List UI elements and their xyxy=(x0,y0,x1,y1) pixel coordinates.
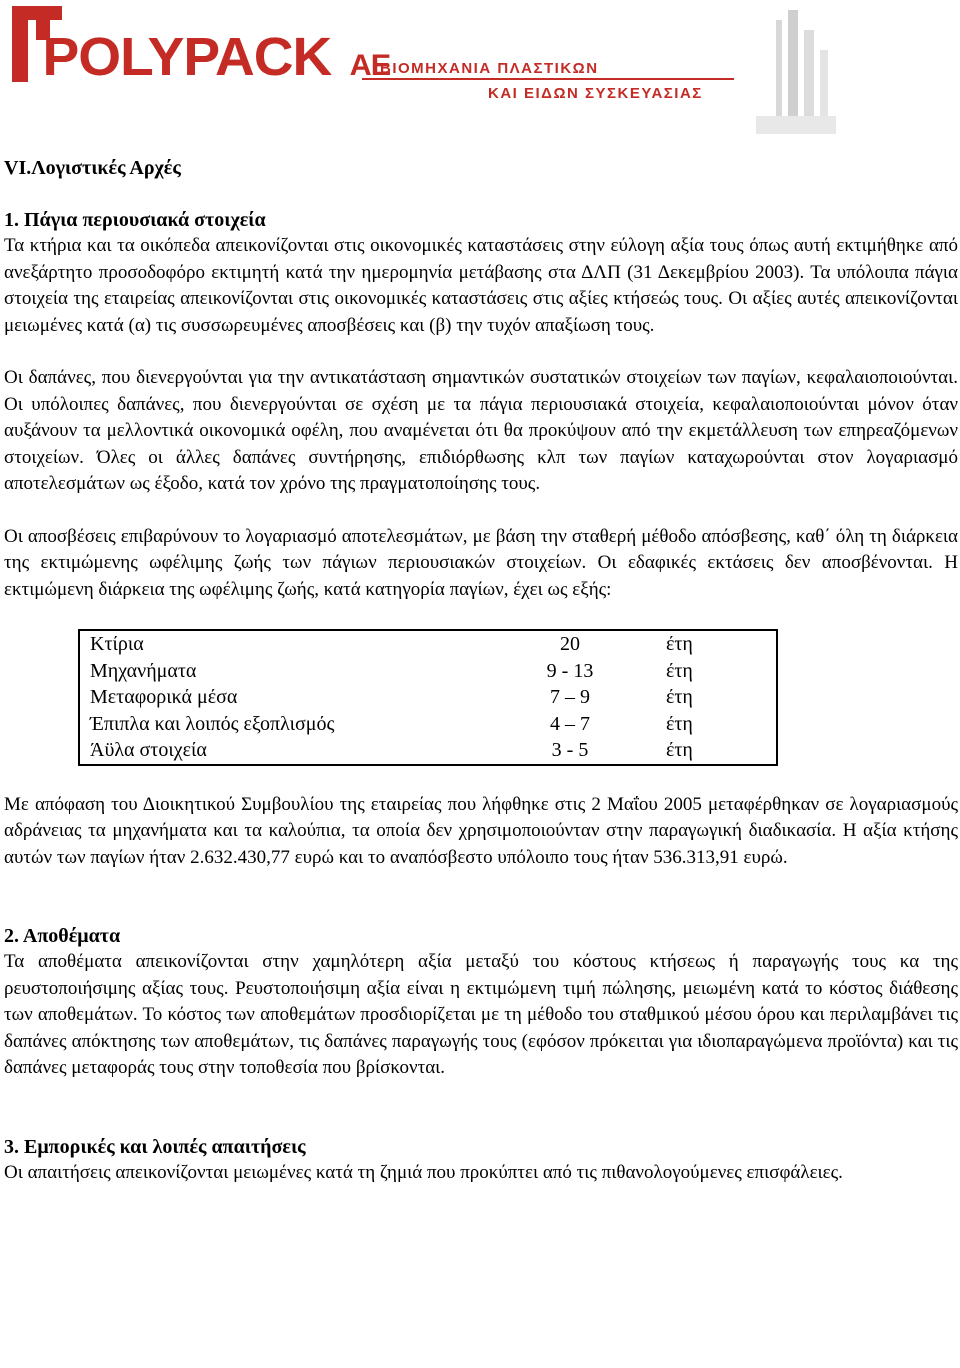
useful-life-years: 20 xyxy=(560,633,580,655)
paragraph: Οι αποσβέσεις επιβαρύνουν το λογαριασμό αποτελεσμάτων, με βάση την σταθερή μέθοδο απόσβεσης, καθ΄ όλη τη διάρκεια της εκτιμώμενης ωφέλιμης ζωής των πάγιων περιουσιακών στοιχείων. Οι εδαφικές εκτάσεις δεν αποσβένονται. Η εκτιμώμενη διάρκεια της ωφέλιμης ζωής, κατά κατηγορία παγίων, έχει ως εξής: xyxy=(4,525,958,600)
section-title: VI.Λογιστικές Αρχές xyxy=(4,157,181,179)
subsection-title-inventories: 2. Αποθέματα xyxy=(4,925,121,947)
years-unit: έτη xyxy=(666,686,693,708)
table-row xyxy=(79,711,777,738)
years-unit: έτη xyxy=(666,633,693,655)
paragraph: Οι απαιτήσεις απεικονίζονται μειωμένες κατά τη ζημιά που προκύπτει από τις πιθανολογούμενες επισφάλειες. xyxy=(4,1161,843,1183)
years-unit: έτη xyxy=(666,659,693,682)
asset-category: Κτίρια xyxy=(90,633,144,655)
asset-category: Μηχανήματα xyxy=(90,659,197,682)
years-unit: έτη xyxy=(666,739,693,761)
asset-category: Μεταφορικά μέσα xyxy=(90,686,238,708)
table-row xyxy=(79,684,777,711)
paragraph: Οι δαπάνες, που διενεργούνται για την αντικατάσταση σημαντικών συστατικών στοιχείων των παγίων, κεφαλαιοποιούνται. Οι υπόλοιπες δαπάνες, που διενεργούνται σε σχέση με τα πάγια περιουσιακά στοιχεία, κεφαλαιοποιούνται μόνον όταν αυξάνουν τα μελλοντικά οικονομικά οφέλη, που αναμένεται ότι θα προκύψουν από την εκμετάλλευση των επηρεαζόμενων στοιχείων. Όλες οι άλλες δαπάνες συντήρησης, επιδιόρθωσης κλπ των παγίων καταχωρούνται στον λογαριασμό αποτελεσμάτων ως έξοδο, κατά τον χρόνο της πραγματοποίησης τους. xyxy=(4,367,958,494)
table-row xyxy=(79,630,777,658)
useful-life-years: 3 - 5 xyxy=(551,739,589,761)
asset-category: Άϋλα στοιχεία xyxy=(90,739,207,761)
table-row xyxy=(79,737,777,765)
document-body xyxy=(4,155,958,1186)
asset-category: Έπιπλα και λοιπός εξοπλισμός xyxy=(90,712,335,735)
paragraph: Με απόφαση του Διοικητικού Συμβουλίου της εταιρείας που λήφθηκε στις 2 Μαΐου 2005 μεταφέρθηκαν σε λογαριασμούς αδράνειας τα μηχανήματα και τα καλούπια, τα οποία δεν χρησιμοποιούνταν στην παραγωγική διαδικασία. Η αξία κτήσης αυτών των παγίων ήταν 2.632.430,77 ευρώ και το αναπόσβεστο υπόλοιπο τους ήταν 536.313,91 ευρώ. xyxy=(4,793,958,868)
subsection-title-receivables: 3. Εμπορικές και λοιπές απαιτήσεις xyxy=(4,1135,306,1158)
useful-life-years: 9 - 13 xyxy=(546,659,594,682)
paragraph: Τα κτήρια και τα οικόπεδα απεικονίζονται στις οικονομικές καταστάσεις στην εύλογη αξία τους όπως αυτή εκτιμήθηκε από ανεξάρτητο προσοδοφόρο εκτιμητή κατά την ημερομηνία μετάβασης στα ΔΛΠ (31 Δεκεμβρίου 2003). Τα υπόλοιπα πάγια στοιχεία της εταιρείας απεικονίζονται στις οικονομικές καταστάσεις στις αξίες κτήσεώς τους. Οι αξίες αυτές απεικονίζονται μειωμένες κατά (α) τις συσσωρευμένες αποσβέσεις και (β) την τυχόν απαξίωση τους. xyxy=(4,235,958,336)
years-unit: έτη xyxy=(666,712,693,735)
useful-life-years: 4 – 7 xyxy=(550,712,590,735)
paragraph: Τα αποθέματα απεικονίζονται στην χαμηλότερη αξία μεταξύ του κόστους κτήσεως ή παραγωγής τους κα της ρευστοποιήσιμης αξίας τους. Ρευστοποιήσιμη αξία είναι η εκτιμώμενη τιμή πώλησης, μειωμένη κατά το κόστος διάθεσης των αποθεμάτων. Το κόστος των αποθεμάτων προσδιορίζεται με τη μέθοδο του σταθμικού μέσου όρου και περιλαμβάνει τις δαπάνες απόκτησης των αποθεμάτων, τις δαπάνες παραγωγής τους (εφόσον πρόκειται για ιδιοπαραγώμενα προϊόντα) και τις δαπάνες μεταφοράς τους στην τοποθεσία που βρίσκονται. xyxy=(4,951,958,1078)
table-row xyxy=(79,658,777,685)
logo-tagline-line2: ΚΑΙ ΕΙΔΩΝ ΣΥΣΚΕΥΑΣΙΑΣ xyxy=(488,85,703,102)
company-header xyxy=(0,0,960,140)
logo-brand: POLYPACK ΑΕ xyxy=(42,27,391,87)
logo-tagline-line1: ΒΙΟΜΗΧΑΝΙΑ ΠΛΑΣΤΙΚΩΝ xyxy=(380,60,599,77)
useful-life-table xyxy=(78,629,778,766)
subsection-title-fixed-assets: 1. Πάγια περιουσιακά στοιχεία xyxy=(4,209,266,231)
useful-life-years: 7 – 9 xyxy=(550,686,590,708)
